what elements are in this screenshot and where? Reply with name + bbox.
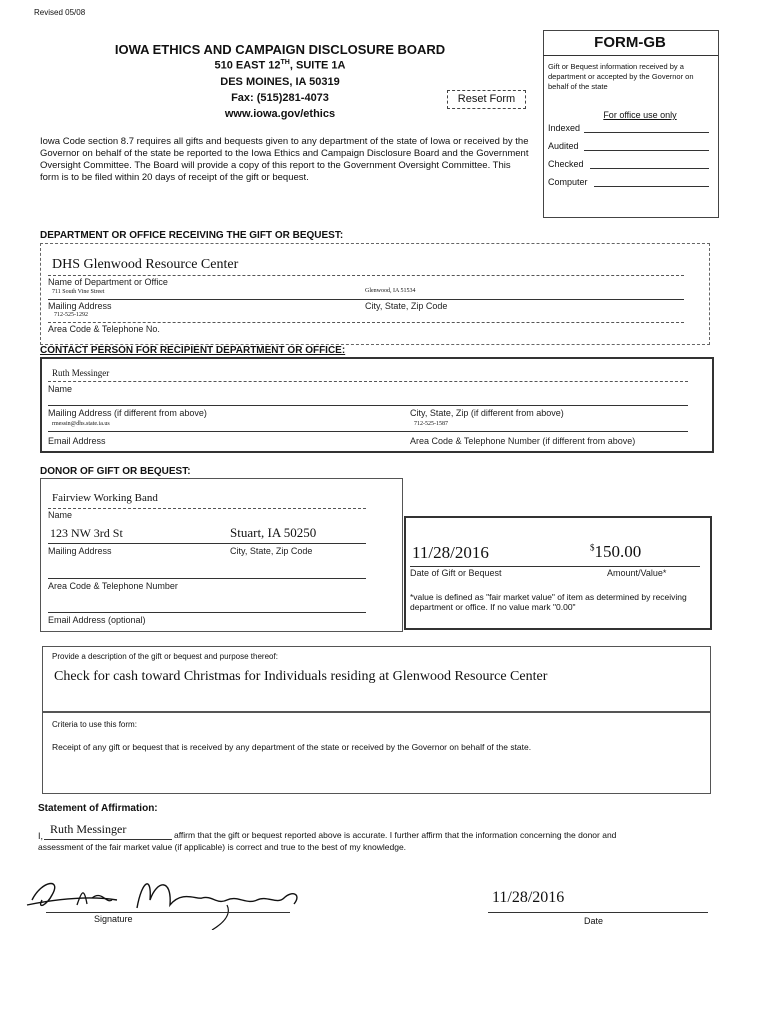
form-gb-divider <box>543 55 718 56</box>
contact-name-line <box>48 381 688 382</box>
affirmation-date-value[interactable]: 11/28/2016 <box>492 889 565 906</box>
donor-city-label: City, State, Zip Code <box>230 546 313 556</box>
intro-text: Iowa Code section 8.7 requires all gifts and bequests given to any department of the state of Iowa or received by the Governor on behalf of the state be reported to the Iowa Ethics and Campaign Disclosure Board and the Government Oversight Committee. The Board will provide a copy of this report to the Government Oversight Committee. This form is to be filed within 20 days of receipt of the gift or bequest. <box>40 136 529 183</box>
dept-name-label: Name of Department or Office <box>48 277 168 287</box>
gift-date-value[interactable]: 11/28/2016 <box>412 543 489 562</box>
form-gb-description: Gift or Bequest information received by a department or accepted by the Governor on behalf of the state <box>548 62 694 91</box>
indexed-line <box>584 132 709 133</box>
contact-name-label: Name <box>48 384 73 394</box>
affirmation-text-line2: assessment of the fair market value (if applicable) is correct and true to the best of my knowledge. <box>38 842 407 852</box>
agency-fax: Fax: (515)281-4073 <box>231 92 329 104</box>
gift-date-label: Date of Gift or Bequest <box>410 568 502 578</box>
audited-line <box>584 150 709 151</box>
reset-form-button[interactable]: Reset Form <box>447 90 526 109</box>
donor-section-heading: DONOR OF GIFT OR BEQUEST: <box>40 466 191 477</box>
affirmation-heading: Statement of Affirmation: <box>38 803 158 814</box>
gift-amount-value[interactable]: $150.00 <box>590 542 642 561</box>
computer-line <box>594 186 709 187</box>
agency-title: IOWA ETHICS AND CAMPAIGN DISCLOSURE BOARD <box>114 42 446 57</box>
dept-city-value[interactable]: Glenwood, IA 51534 <box>365 288 416 294</box>
donor-email-label: Email Address (optional) <box>48 615 146 625</box>
agency-address-line1: 510 EAST 12TH, SUITE 1A <box>214 59 346 72</box>
contact-city-label: City, State, Zip (if different from above) <box>410 408 564 418</box>
contact-mailing-label: Mailing Address (if different from above) <box>48 408 207 418</box>
form-gb-title: FORM-GB <box>594 34 666 51</box>
dept-mailing-value[interactable]: 711 South Vine Street <box>52 289 105 295</box>
dept-mailing-line <box>48 299 684 300</box>
donor-name-label: Name <box>48 510 73 520</box>
contact-email-line <box>48 431 688 432</box>
donor-mailing-line <box>48 543 366 544</box>
checked-line <box>590 168 709 169</box>
dept-phone-line <box>48 322 684 323</box>
signature-line <box>46 912 290 913</box>
agency-address-line2: DES MOINES, IA 50319 <box>220 76 340 88</box>
donor-name-line <box>48 508 366 509</box>
checked-label: Checked <box>548 159 584 169</box>
dept-mailing-label: Mailing Address <box>48 301 112 311</box>
donor-phone-label: Area Code & Telephone Number <box>48 581 178 591</box>
criteria-box <box>42 712 711 794</box>
affirmation-text-line1: affirm that the gift or bequest reported above is accurate. I further affirm that the information concerning the donor and <box>174 830 617 840</box>
dept-phone-label: Area Code & Telephone No. <box>48 324 160 334</box>
fair-market-value-note: *value is defined as "fair market value" of item as determined by receiving department or office. If no value mark "0.00" <box>410 592 687 612</box>
affirmation-name-line <box>44 839 172 840</box>
dept-city-label: City, State, Zip Code <box>365 301 448 311</box>
criteria-label: Criteria to use this form: <box>52 720 137 729</box>
donor-mailing-label: Mailing Address <box>48 546 112 556</box>
affirmation-name-value[interactable]: Ruth Messinger <box>50 822 127 836</box>
contact-phone-value[interactable]: 712-525-1587 <box>414 421 448 427</box>
description-label: Provide a description of the gift or bequest and purpose thereof: <box>52 652 278 661</box>
affirmation-date-label: Date <box>584 916 604 926</box>
contact-phone-label: Area Code & Telephone Number (if different from above) <box>410 436 636 446</box>
dept-name-line <box>48 275 684 276</box>
criteria-text: Receipt of any gift or bequest that is received by any department of the state or received by the Governor on behalf of the state. <box>52 742 532 752</box>
contact-email-label: Email Address <box>48 436 106 446</box>
affirmation-i-label: I, <box>38 831 44 841</box>
description-value[interactable]: Check for cash toward Christmas for Individuals residing at Glenwood Resource Center <box>54 669 548 684</box>
agency-website: www.iowa.gov/ethics <box>224 108 336 120</box>
gift-date-line <box>410 566 700 567</box>
audited-label: Audited <box>548 141 579 151</box>
donor-mailing-value[interactable]: 123 NW 3rd St <box>50 526 123 540</box>
gift-amount-label: Amount/Value* <box>607 568 667 578</box>
contact-email-value[interactable]: rmessin@dhs.state.ia.us <box>52 421 110 427</box>
affirmation-date-line <box>488 912 708 913</box>
contact-name-value[interactable]: Ruth Messinger <box>52 368 110 378</box>
dept-name-value[interactable]: DHS Glenwood Resource Center <box>52 257 239 272</box>
signature-label: Signature <box>94 914 133 924</box>
donor-city-value[interactable]: Stuart, IA 50250 <box>230 525 317 540</box>
contact-mailing-line <box>48 405 688 406</box>
dept-phone-value[interactable]: 712-525-1292 <box>54 312 88 318</box>
revised-date: Revised 05/08 <box>34 8 86 17</box>
donor-name-value[interactable]: Fairview Working Band <box>52 492 158 504</box>
indexed-label: Indexed <box>548 123 581 133</box>
contact-section-heading: CONTACT PERSON FOR RECIPIENT DEPARTMENT OR OFFICE: <box>40 345 346 356</box>
office-use-label: For office use only <box>603 110 677 120</box>
signature-graphic <box>22 860 312 930</box>
dept-section-heading: DEPARTMENT OR OFFICE RECEIVING THE GIFT OR BEQUEST: <box>40 230 344 241</box>
computer-label: Computer <box>548 177 588 187</box>
donor-email-line <box>48 612 366 613</box>
donor-phone-line <box>48 578 366 579</box>
